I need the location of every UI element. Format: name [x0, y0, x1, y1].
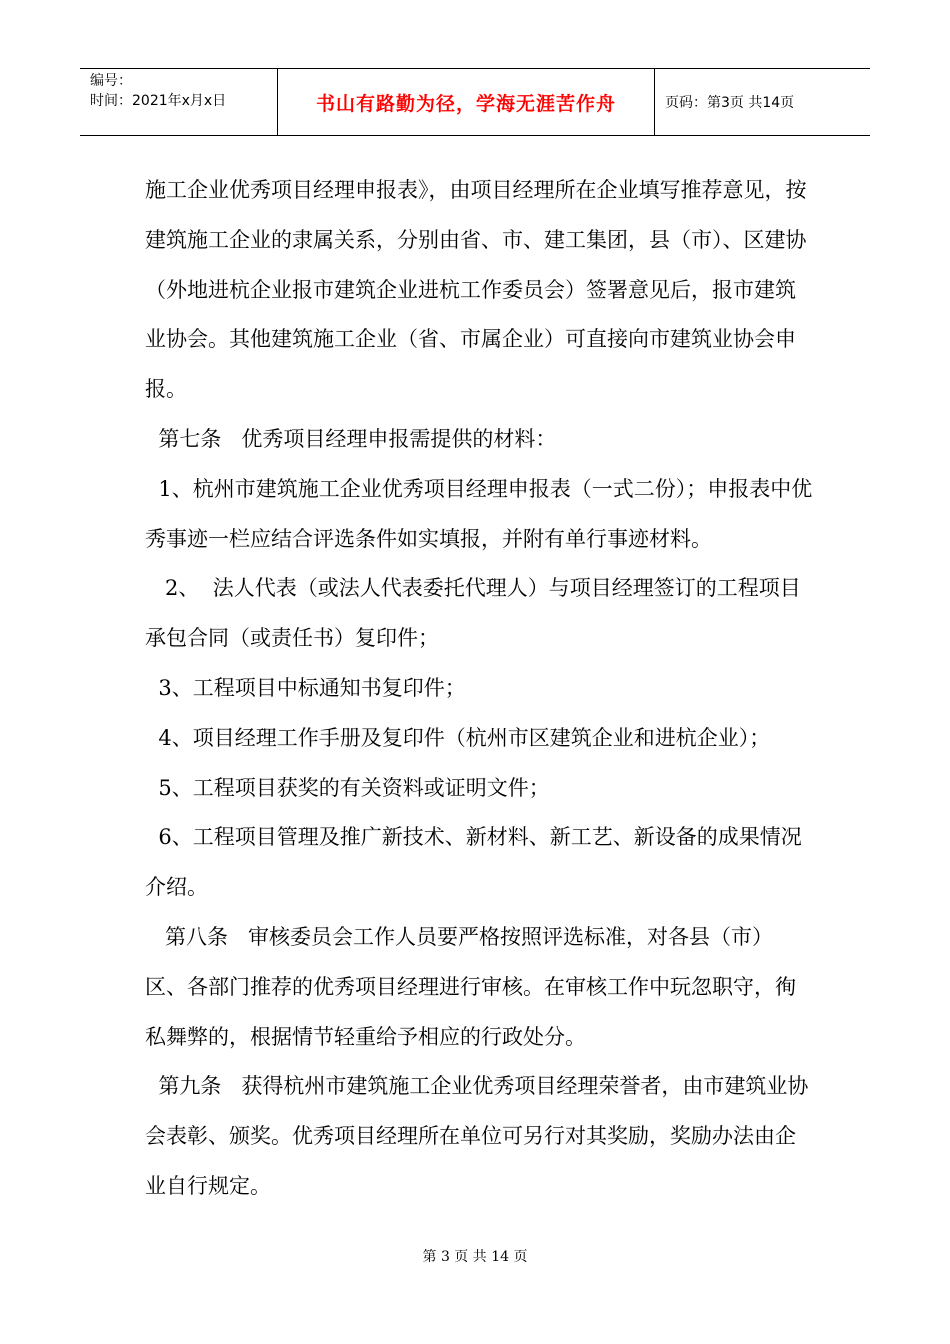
paragraph: 5、工程项目获奖的有关资料或证明文件；: [145, 775, 550, 800]
header-motto-cell: [278, 69, 655, 135]
header-motto: 书山有路勤为径，学海无涯苦作舟: [315, 92, 616, 115]
paragraph: 3、工程项目中标通知书复印件；: [145, 675, 466, 700]
header-page-code-cell: [655, 69, 870, 135]
serial-label: 编号：: [90, 73, 132, 89]
paragraph: 1、杭州市建筑施工企业优秀项目经理申报表（一式二份）；申报表中优秀事迹一栏应结合评选条件如实填报，并附有单行事迹材料。: [145, 476, 813, 551]
paragraph: 2、 法人代表（或法人代表委托代理人）与项目经理签订的工程项目承包合同（或责任书）复印件；: [145, 576, 801, 651]
paragraph: 6、工程项目管理及推广新技术、新材料、新工艺、新设备的成果情况介绍。: [145, 825, 802, 900]
document-body: [145, 166, 815, 1212]
paragraph: 4、项目经理工作手册及复印件（杭州市区建筑企业和进杭企业）；: [145, 725, 771, 750]
page-header: [80, 68, 870, 136]
header-page-code: 页码：第3页 共14页: [665, 95, 795, 111]
header-meta: [80, 69, 278, 135]
paragraph: 第九条 获得杭州市建筑施工企业优秀项目经理荣誉者，由市建筑业协会表彰、颁奖。优秀项目经理所在单位可另行对其奖励，奖励办法由企业自行规定。: [145, 1074, 809, 1198]
paragraph: 第七条 优秀项目经理申报需提供的材料：: [145, 426, 557, 451]
paragraph: 施工企业优秀项目经理申报表》，由项目经理所在企业填写推荐意见，按建筑施工企业的隶属关系，分别由省、市、建工集团，县（市）、区建协（外地进杭企业报市建筑企业进杭工作委员会）签署意见后，报市建筑业协会。其他建筑施工企业（省、市属企业）可直接向市建筑业协会申报。: [145, 178, 807, 402]
paragraph: 第八条 审核委员会工作人员要严格按照评选标准，对各县（市）区、各部门推荐的优秀项目经理进行审核。在审核工作中玩忽职守，徇私舞弊的，根据情节轻重给予相应的行政处分。: [145, 924, 796, 1049]
page-footer: 第 3 页 共 14 页: [422, 1249, 528, 1265]
time-label: 时间：2021年x月x日: [90, 93, 227, 109]
